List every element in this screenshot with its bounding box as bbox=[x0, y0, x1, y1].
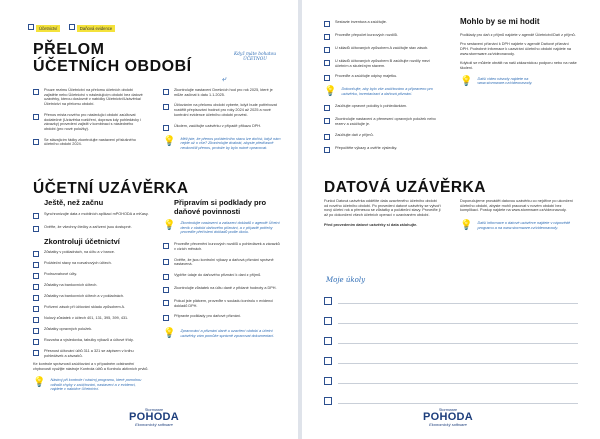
pohoda-logo: Stormware POHODA Ekonomický software bbox=[128, 408, 180, 427]
heading-tax-documents: Připravím si podklady pro daňové povinnosti bbox=[174, 198, 267, 216]
checkbox[interactable] bbox=[324, 75, 330, 81]
checkbox[interactable] bbox=[33, 317, 39, 323]
checkbox[interactable] bbox=[324, 47, 330, 53]
list-item-text: Zkontrolujte zůstatek na účtu daně z přidané hodnoty a DPH. bbox=[174, 285, 277, 290]
closing-checklist-2 bbox=[324, 104, 442, 152]
list-item bbox=[324, 33, 442, 40]
list-item-text: Ověřte, že jsou kontrolní výkazy a daňová přiznání správně nastavená. bbox=[174, 257, 274, 267]
list-item bbox=[324, 20, 442, 27]
heading-before-start: Ještě, než začnu bbox=[44, 198, 104, 207]
list-item: Se stávajícím řádky zkontrolujte nastavení příslušného účetního období 2024. bbox=[33, 138, 145, 147]
list-item bbox=[163, 314, 281, 321]
lightbulb-icon: 💡 bbox=[324, 86, 337, 98]
lightbulb-icon: 💡 bbox=[460, 220, 473, 232]
tip-note: 💡 Zpracování a přiznání daně u uzavření období a účetní uzávěrky vám pomůže správně zpracovat dokumentaci. bbox=[163, 328, 275, 340]
task-checkbox[interactable] bbox=[324, 317, 332, 325]
checkbox[interactable] bbox=[163, 300, 169, 306]
checkbox[interactable] bbox=[33, 213, 39, 219]
list-item-text: Zaúčtujte daň z příjmů. bbox=[335, 132, 374, 137]
left-page bbox=[0, 0, 298, 439]
lightbulb-icon: 💡 bbox=[33, 376, 46, 388]
checkbox[interactable] bbox=[324, 105, 330, 111]
checkbox[interactable] bbox=[163, 125, 169, 131]
checkbox[interactable] bbox=[33, 89, 39, 95]
list-item-text: Počáteční stavy na rozvahových účtech. bbox=[44, 261, 112, 265]
task-checkbox[interactable] bbox=[324, 297, 332, 305]
task-input-line[interactable] bbox=[338, 377, 578, 384]
data-closing-col1 bbox=[324, 199, 442, 228]
task-checkbox[interactable] bbox=[324, 337, 332, 345]
list-item bbox=[324, 59, 442, 68]
tip-note: 💡 Nástroj při kontrole i nástroj programu, které pomohou odhalit chyby v zaúčtování, nastavení a v evidenci, najdete v nabídce Účetnictví. bbox=[33, 376, 142, 392]
list-item bbox=[324, 74, 442, 81]
tip-note: 💡 Dokončujte, aby bylo vše zaúčtováno a připraveno pro uzávěrku, inventarizaci a daňová přiznání. bbox=[324, 86, 433, 98]
tail-text: Ke kontrole správnosti zaúčtování a v případném odstranění chybovosti využijte nástroje Kontrola účtů a Kontrolu aktivních prvků. bbox=[33, 362, 149, 372]
list-item bbox=[324, 146, 442, 153]
right-col1 bbox=[324, 20, 442, 159]
checkbox-tax-records[interactable] bbox=[69, 24, 75, 30]
checkbox[interactable] bbox=[33, 139, 39, 145]
data-closing-text-2: Doporučujeme provádět datovou uzávěrku co nejdříve po ukončení účetního období, abyste mohli pracovat v novém období bez komplikací. Postup najdete na www.stormware.cz/videonavody. bbox=[460, 199, 573, 213]
checkbox[interactable] bbox=[33, 328, 39, 334]
useful-text-1: Podklady pro daň z příjmů najdete v agendě Účetnictví/Daň z příjmů. bbox=[460, 32, 576, 37]
list-item-text: Připravte podklady pro daňové přiznání. bbox=[174, 314, 242, 319]
task-input-line[interactable] bbox=[338, 317, 578, 324]
list-item-text: Zůstatky na bankovních účtech. bbox=[44, 283, 98, 287]
tag-tax-records: Daňová evidence bbox=[77, 25, 115, 32]
list-item bbox=[33, 316, 149, 323]
checkbox[interactable] bbox=[324, 60, 330, 66]
handwritten-note: Když máte bohatou ÚČETNOU bbox=[233, 52, 277, 62]
list-item bbox=[33, 294, 149, 301]
my-tasks-list bbox=[324, 296, 578, 416]
checkbox[interactable] bbox=[33, 339, 39, 345]
arrow-icon: ⤶ bbox=[222, 74, 227, 83]
checkbox[interactable] bbox=[163, 104, 169, 110]
task-checkbox[interactable] bbox=[324, 397, 332, 405]
task-line[interactable] bbox=[324, 296, 578, 305]
title-line-2: ÚČETNÍCH OBDOBÍ bbox=[33, 58, 192, 75]
task-line[interactable] bbox=[324, 336, 578, 345]
list-item: Zkontrolujte nastavení Dnešních hod pro rok 2025, které je může začínat k datu 1.1.2025. bbox=[163, 88, 281, 97]
section-title-data-closing: DATOVÁ UZÁVĚRKA bbox=[324, 179, 486, 196]
list-item-text: Vyplňte údaje do daňového přiznání k dani z příjmů. bbox=[174, 272, 262, 277]
checkbox[interactable] bbox=[163, 287, 169, 293]
page-title bbox=[33, 41, 192, 75]
list-item-text: Zůstatky opravných položek. bbox=[44, 327, 93, 331]
accounting-checklist bbox=[33, 250, 149, 358]
list-item bbox=[33, 349, 149, 358]
list-item bbox=[324, 117, 442, 126]
right-page bbox=[302, 0, 600, 439]
checkbox[interactable] bbox=[33, 262, 39, 268]
tip-note: 💡 Další informace o datové uzávěrce najdete v nápovědě programu a na www.stormware.cz/videonavody. bbox=[460, 220, 571, 232]
checkbox[interactable] bbox=[33, 114, 39, 120]
title-line-1: PŘELOM bbox=[33, 41, 105, 58]
list-item-text: Rozvaha a výsledovka, tabulky výkazů a účtové třídy. bbox=[44, 338, 134, 342]
list-item-text: Sestavte inventura a zaúčtujte. bbox=[335, 20, 387, 24]
lightbulb-icon: 💡 bbox=[460, 75, 473, 87]
checkbox[interactable] bbox=[163, 315, 169, 321]
checkbox[interactable] bbox=[163, 89, 169, 95]
list-item-text: Přepočtěte výkazy a ověřte výsledky. bbox=[335, 145, 398, 150]
lightbulb-icon: 💡 bbox=[163, 135, 176, 147]
tag-row bbox=[28, 17, 119, 35]
list-item-text: U skladů účtovaných způsobem B zaúčtujte rozdíly mezi účetním a skutečným stavem. bbox=[335, 59, 430, 68]
list-item bbox=[163, 242, 281, 251]
task-line[interactable] bbox=[324, 376, 578, 385]
list-item-text: Zůstatky v pokladnách, na účtu a v bance. bbox=[44, 250, 115, 254]
list-item-text: Proveďte přepočet kurzových rozdílů. bbox=[335, 33, 398, 37]
heading-useful: Mohlo by se mi hodit bbox=[460, 17, 540, 26]
list-item bbox=[33, 283, 149, 290]
list-item bbox=[324, 133, 442, 140]
list-item: Úkolem, zaúčtujte uzávěrku v případě příkazu DPH. bbox=[163, 124, 281, 131]
list-item: Účtováním na přelomu období vyberte, když bude potřebovat rozdělit přepisování hodnot pro roky 2024 až 2025 a nové kontrolní evidence účetního období provést. bbox=[163, 103, 281, 117]
task-checkbox[interactable] bbox=[324, 377, 332, 385]
task-input-line[interactable] bbox=[338, 397, 578, 404]
useful-text-2: Pro sestavení přiznání k DPH najdete v agendě Daňové přiznání DPH. Podrobné informace k uzavírání účetního období najdete na www.stormware.cz/videonavody. bbox=[460, 42, 572, 56]
plan-title: Moje úkoly bbox=[326, 276, 366, 284]
list-item-text: Nulový zůstatek v účtech 401, 131, 395, 399, 431. bbox=[44, 316, 129, 320]
task-input-line[interactable] bbox=[338, 357, 578, 364]
section2-col1 bbox=[33, 199, 149, 392]
tip-note: 💡 Měli jste, že přenos počátečního stavu lze dočíst, když nám nejde už o vše? Zkontrolujte dvakrát, abyste předčasně neukončili přenos, protože by bylo nutné opravovat. bbox=[163, 135, 281, 150]
list-item bbox=[33, 272, 149, 279]
list-item bbox=[163, 258, 281, 267]
list-item bbox=[324, 104, 442, 111]
list-item: Ověřte, že všechny čtečky a zařízení jsou dostupné. bbox=[33, 225, 149, 232]
task-checkbox[interactable] bbox=[324, 357, 332, 365]
list-item-text: Pokud jste plátcem, proveďte v souladu kontrolu v evidenci dokladů DPH. bbox=[174, 298, 273, 308]
task-line[interactable] bbox=[324, 356, 578, 365]
list-item bbox=[33, 261, 149, 268]
checkbox[interactable] bbox=[33, 226, 39, 232]
tip-note: 💡 Zkontrolujte nastavení a zařazení dokladů v agendě Účetní deník v období daňového přiznání, a v případě potřeby proveďte přečíslení dokladů podle úkolu. bbox=[163, 220, 280, 235]
right-col2 bbox=[460, 18, 578, 87]
list-item bbox=[324, 46, 442, 53]
checkbox-accounting[interactable] bbox=[28, 24, 34, 30]
data-closing-text: Funkci Datová uzávěrka oddělíte data uzavřeného účetního období od nového účetního období. Po provedení datové uzávěrky se vytvoří nový účetní rok a přenesou se zůstatky a počáteční stavy. Proveďte ji až po dokončení všech účetních operací v uzavíraném období. bbox=[324, 199, 441, 218]
list-item-text: Proveďte přecenění kurzových rozdílů u pohledávek a závazků v cizích měnách. bbox=[174, 242, 280, 251]
checkbox[interactable] bbox=[324, 147, 330, 153]
section1-col2 bbox=[163, 88, 281, 151]
checkbox[interactable] bbox=[324, 34, 330, 40]
lightbulb-icon: 💡 bbox=[163, 220, 176, 231]
section2-col2 bbox=[163, 199, 281, 339]
checkbox[interactable] bbox=[33, 295, 39, 301]
pohoda-logo: Stormware POHODA Ekonomický software bbox=[422, 408, 474, 427]
list-item-text: Proveďte a zaúčtujte odpisy majetku. bbox=[335, 74, 398, 79]
checkbox[interactable] bbox=[324, 21, 330, 27]
task-line[interactable] bbox=[324, 316, 578, 325]
list-item-text: Zůstatky na bankovních účtech a v pokladnách. bbox=[44, 294, 124, 298]
checkbox[interactable] bbox=[324, 118, 330, 124]
list-item: Synchronizujte data z mobilních aplikací mPOHODA a mKasy. bbox=[33, 212, 149, 219]
checkbox[interactable] bbox=[33, 306, 39, 312]
section2-title: ÚČETNÍ UZÁVĚRKA bbox=[33, 180, 189, 197]
list-item bbox=[163, 286, 281, 293]
lightbulb-icon: 💡 bbox=[163, 328, 176, 340]
task-input-line[interactable] bbox=[338, 337, 578, 344]
list-item bbox=[33, 338, 149, 345]
tip-note: 💡 Další video návody najdete na www.stormware.cz/videonavody. bbox=[460, 75, 533, 87]
checkbox[interactable] bbox=[33, 251, 39, 257]
useful-text-3: Kdykoli se můžete obrátit na naši zákaznickou podporu nebo na naše školení. bbox=[460, 61, 577, 71]
closing-checklist bbox=[324, 20, 442, 81]
checkbox[interactable] bbox=[33, 284, 39, 290]
checkbox[interactable] bbox=[163, 259, 169, 265]
list-item bbox=[33, 250, 149, 257]
task-line[interactable] bbox=[324, 396, 578, 405]
checkbox[interactable] bbox=[163, 243, 169, 249]
data-closing-col2 bbox=[460, 199, 578, 231]
list-item-text: Podrozvahové účty. bbox=[44, 272, 78, 276]
list-item-text: Pořízení zásob při účtování skladu způsobem A. bbox=[44, 305, 126, 309]
list-item bbox=[163, 273, 281, 280]
checkbox[interactable] bbox=[33, 350, 39, 356]
list-item bbox=[33, 327, 149, 334]
checkbox[interactable] bbox=[324, 134, 330, 140]
checkbox[interactable] bbox=[33, 273, 39, 279]
heading-check-accounting: Zkontroluji účetnictví bbox=[44, 236, 120, 246]
list-item-text: Zaúčtujte opravné položky k pohledávkám. bbox=[335, 104, 407, 109]
data-closing-warning: Před provedením datové uzávěrky si data zálohujte. bbox=[324, 222, 418, 227]
list-item-text: Přesnost účtování účtů 311 a 321 se zápisem v knihu pohledávek a závazků. bbox=[44, 349, 134, 358]
tag-accounting: Účetnictví bbox=[36, 25, 60, 32]
list-item-text: Zkontrolujte nastavení a přenesení opravných položek nebo rezerv a zaúčtujte je. bbox=[335, 117, 436, 127]
list-item-text: U skladů účtovaných způsobem A zaúčtujte stav zásob. bbox=[335, 46, 429, 50]
list-item bbox=[33, 305, 149, 312]
list-item: Přenos místa nového pro následující období zaúčtovat dodatečné (Uzávěrka rozšíření, doprava kdy pohledávky i závazky) provedení zajistit v kombinaci s následného období (pro nové položky). bbox=[33, 113, 145, 132]
list-item bbox=[163, 299, 281, 308]
list-item: Pouze rezimu Účetnictví na přelomu účetních období zajistěte nebo Účetnictví v následujícím období bez datové uzávěrky, kterou doslovně v nabídky Účetnictví/Uzávěrka/Účetnictví na přelomu období. bbox=[33, 88, 145, 107]
task-input-line[interactable] bbox=[338, 297, 578, 304]
checkbox[interactable] bbox=[163, 274, 169, 280]
section1-col1 bbox=[33, 88, 145, 153]
tax-checklist bbox=[163, 242, 281, 321]
